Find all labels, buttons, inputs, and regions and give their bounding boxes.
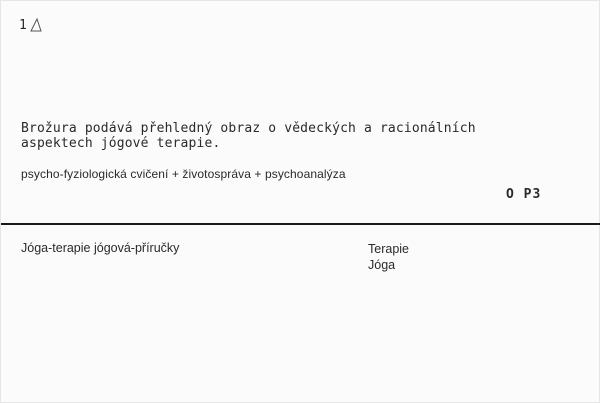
abstract-text: Brožura podává přehledný obraz o vědeckých a racionálních aspektech jógové terapie. <box>21 121 476 151</box>
subject-headings <box>368 241 409 273</box>
subject-heading: Terapie <box>368 242 409 256</box>
triangle-icon <box>29 18 43 32</box>
keywords-line: psycho-fyziologická cvičení + životospráva + psychoanalýza <box>21 167 346 181</box>
shelf-mark: O P3 <box>506 187 542 202</box>
corner-number: 1 <box>19 18 27 33</box>
title-heading: Jóga-terapie jógová-příručky <box>21 241 180 255</box>
divider-rule <box>1 223 600 225</box>
subject-heading: Jóga <box>368 258 396 272</box>
corner-mark <box>19 18 43 33</box>
